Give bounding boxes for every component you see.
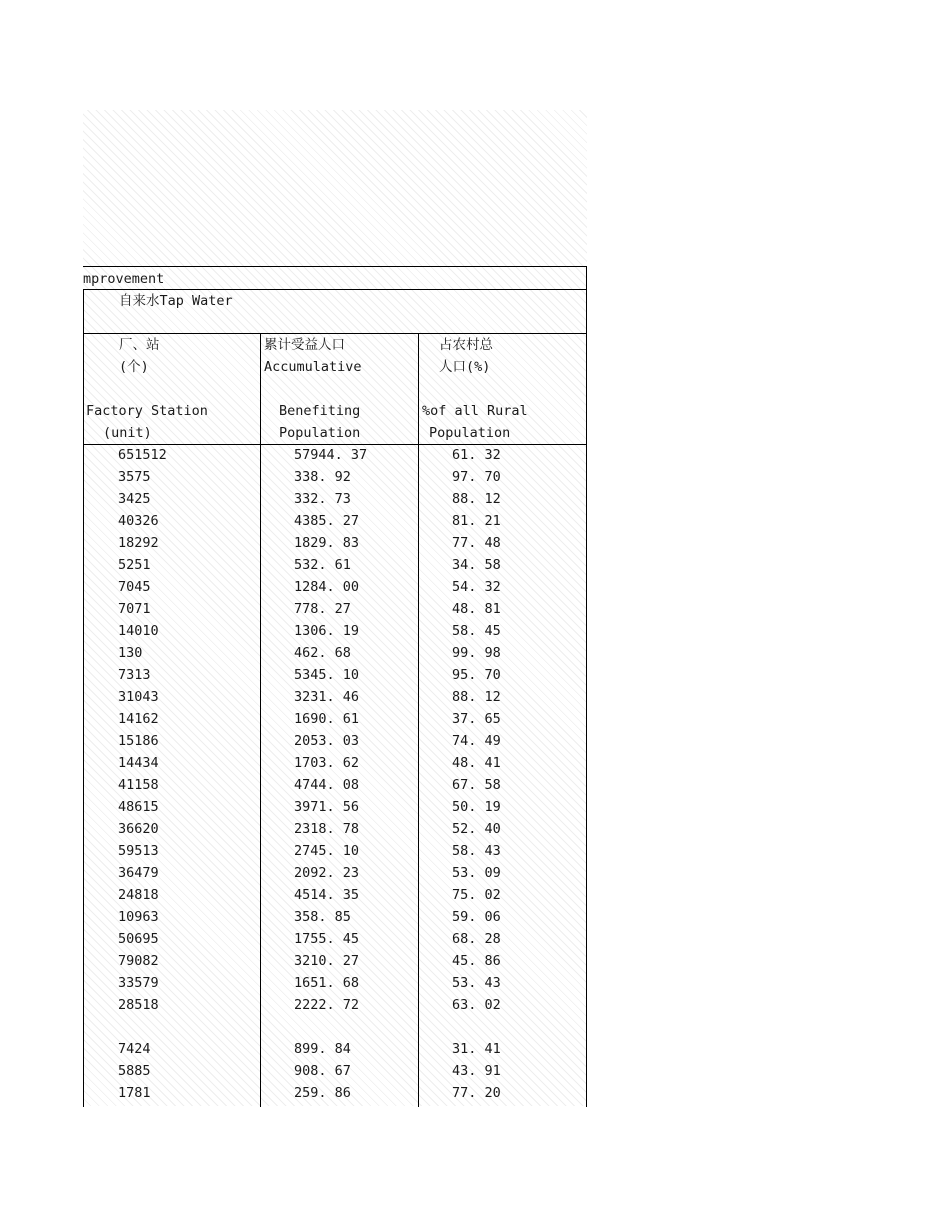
cell-benefiting-population: 2222. 72: [294, 997, 360, 1013]
cell-factory-stations: 79082: [118, 953, 159, 969]
cell-benefiting-population: 778. 27: [294, 601, 351, 617]
cell-rural-percent: 54. 32: [452, 579, 501, 595]
cell-rural-percent: 74. 49: [452, 733, 501, 749]
table-body: [83, 444, 586, 1107]
table-row: [83, 994, 586, 1016]
table-row: [83, 752, 586, 774]
cell-benefiting-population: 57944. 37: [294, 447, 368, 463]
cell-benefiting-population: 1690. 61: [294, 711, 360, 727]
table-row: [83, 730, 586, 752]
cell-factory-stations: 14434: [118, 755, 159, 771]
cell-benefiting-population: 358. 85: [294, 909, 351, 925]
table-row: [83, 818, 586, 840]
table-row: [83, 928, 586, 950]
cell-factory-stations: 28518: [118, 997, 159, 1013]
cell-benefiting-population: 3210. 27: [294, 953, 360, 969]
table-row: [83, 708, 586, 730]
table-row: [83, 862, 586, 884]
column-header-en-2: (unit): [103, 425, 152, 441]
cell-rural-percent: 63. 02: [452, 997, 501, 1013]
column-header-cn-2: (个): [119, 359, 149, 375]
column-header-cn-1: 占农村总: [439, 337, 493, 353]
table-row: [83, 972, 586, 994]
table-row: [83, 510, 586, 532]
cell-benefiting-population: 1703. 62: [294, 755, 360, 771]
cell-rural-percent: 53. 09: [452, 865, 501, 881]
cell-rural-percent: 48. 81: [452, 601, 501, 617]
table-row: [83, 774, 586, 796]
cell-factory-stations: 33579: [118, 975, 159, 991]
cell-rural-percent: 95. 70: [452, 667, 501, 683]
cell-factory-stations: 14162: [118, 711, 159, 727]
cell-benefiting-population: 1755. 45: [294, 931, 360, 947]
cell-factory-stations: 3575: [118, 469, 151, 485]
column-header-en-2: Population: [279, 425, 361, 441]
column-header-en-1: Factory Station: [86, 403, 208, 419]
cell-factory-stations: 31043: [118, 689, 159, 705]
table-row: [83, 620, 586, 642]
cell-factory-stations: 48615: [118, 799, 159, 815]
cell-rural-percent: 48. 41: [452, 755, 501, 771]
cell-rural-percent: 68. 28: [452, 931, 501, 947]
cell-factory-stations: 651512: [118, 447, 167, 463]
group-title: 自来水Tap Water: [119, 293, 233, 309]
cell-factory-stations: 7313: [118, 667, 151, 683]
cell-factory-stations: 59513: [118, 843, 159, 859]
table-row: [83, 1060, 586, 1082]
cell-factory-stations: 7045: [118, 579, 151, 595]
cell-rural-percent: 59. 06: [452, 909, 501, 925]
table-row: [83, 796, 586, 818]
cell-rural-percent: 37. 65: [452, 711, 501, 727]
table-row: [83, 642, 586, 664]
table-row: [83, 950, 586, 972]
cell-rural-percent: 31. 41: [452, 1041, 501, 1057]
cell-benefiting-population: 908. 67: [294, 1063, 351, 1079]
cell-factory-stations: 14010: [118, 623, 159, 639]
cell-factory-stations: 36620: [118, 821, 159, 837]
table-row: [83, 532, 586, 554]
cell-factory-stations: 40326: [118, 513, 159, 529]
cell-benefiting-population: 1829. 83: [294, 535, 360, 551]
cell-rural-percent: 34. 58: [452, 557, 501, 573]
cell-rural-percent: 97. 70: [452, 469, 501, 485]
cell-benefiting-population: 1651. 68: [294, 975, 360, 991]
table-row: [83, 686, 586, 708]
table-row: [83, 840, 586, 862]
table-row: [83, 1082, 586, 1104]
column-header-en-2: Population: [429, 425, 511, 441]
cell-benefiting-population: 1306. 19: [294, 623, 360, 639]
cell-rural-percent: 81. 21: [452, 513, 501, 529]
cell-benefiting-population: 4514. 35: [294, 887, 360, 903]
column-header-cn-2: Accumulative: [264, 359, 362, 375]
cell-benefiting-population: 899. 84: [294, 1041, 351, 1057]
table-row: [83, 488, 586, 510]
cell-rural-percent: 99. 98: [452, 645, 501, 661]
cell-benefiting-population: 1284. 00: [294, 579, 360, 595]
section-title: mprovement: [83, 271, 165, 287]
table-row: [83, 576, 586, 598]
cell-benefiting-population: 2092. 23: [294, 865, 360, 881]
cell-benefiting-population: 2745. 10: [294, 843, 360, 859]
cell-benefiting-population: 3231. 46: [294, 689, 360, 705]
cell-benefiting-population: 4385. 27: [294, 513, 360, 529]
cell-factory-stations: 5251: [118, 557, 151, 573]
cell-benefiting-population: 338. 92: [294, 469, 351, 485]
cell-factory-stations: 36479: [118, 865, 159, 881]
cell-factory-stations: 130: [118, 645, 143, 661]
cell-factory-stations: 7424: [118, 1041, 151, 1057]
cell-factory-stations: 10963: [118, 909, 159, 925]
cell-rural-percent: 75. 02: [452, 887, 501, 903]
cell-rural-percent: 53. 43: [452, 975, 501, 991]
cell-benefiting-population: 259. 86: [294, 1085, 351, 1101]
cell-benefiting-population: 462. 68: [294, 645, 351, 661]
cell-rural-percent: 58. 45: [452, 623, 501, 639]
cell-rural-percent: 58. 43: [452, 843, 501, 859]
cell-rural-percent: 43. 91: [452, 1063, 501, 1079]
cell-benefiting-population: 532. 61: [294, 557, 351, 573]
cell-benefiting-population: 4744. 08: [294, 777, 360, 793]
cell-rural-percent: 45. 86: [452, 953, 501, 969]
cell-factory-stations: 24818: [118, 887, 159, 903]
table-row: [83, 466, 586, 488]
table-row: [83, 664, 586, 686]
cell-rural-percent: 61. 32: [452, 447, 501, 463]
table-row: [83, 884, 586, 906]
table-row: [83, 906, 586, 928]
column-header-en-1: Benefiting: [279, 403, 361, 419]
cell-rural-percent: 88. 12: [452, 689, 501, 705]
cell-benefiting-population: 332. 73: [294, 491, 351, 507]
cell-rural-percent: 77. 20: [452, 1085, 501, 1101]
cell-rural-percent: 77. 48: [452, 535, 501, 551]
cell-factory-stations: 1781: [118, 1085, 151, 1101]
cell-benefiting-population: 3971. 56: [294, 799, 360, 815]
cell-benefiting-population: 2053. 03: [294, 733, 360, 749]
column-header-en-1: %of all Rural: [422, 403, 528, 419]
cell-factory-stations: 3425: [118, 491, 151, 507]
cell-factory-stations: 7071: [118, 601, 151, 617]
table-row: [83, 1016, 586, 1038]
cell-rural-percent: 50. 19: [452, 799, 501, 815]
table-row: [83, 444, 586, 466]
table-row: [83, 1038, 586, 1060]
cell-factory-stations: 50695: [118, 931, 159, 947]
cell-benefiting-population: 2318. 78: [294, 821, 360, 837]
cell-factory-stations: 18292: [118, 535, 159, 551]
data-table: [83, 266, 587, 1107]
table-row: [83, 554, 586, 576]
column-header-cn-1: 厂、站: [119, 337, 160, 353]
cell-rural-percent: 88. 12: [452, 491, 501, 507]
cell-factory-stations: 15186: [118, 733, 159, 749]
cell-rural-percent: 52. 40: [452, 821, 501, 837]
table-row: [83, 598, 586, 620]
column-header-cn-1: 累计受益人口: [264, 337, 345, 353]
cell-factory-stations: 5885: [118, 1063, 151, 1079]
cell-benefiting-population: 5345. 10: [294, 667, 360, 683]
cell-rural-percent: 67. 58: [452, 777, 501, 793]
cell-factory-stations: 41158: [118, 777, 159, 793]
column-header-cn-2: 人口(%): [439, 359, 491, 375]
